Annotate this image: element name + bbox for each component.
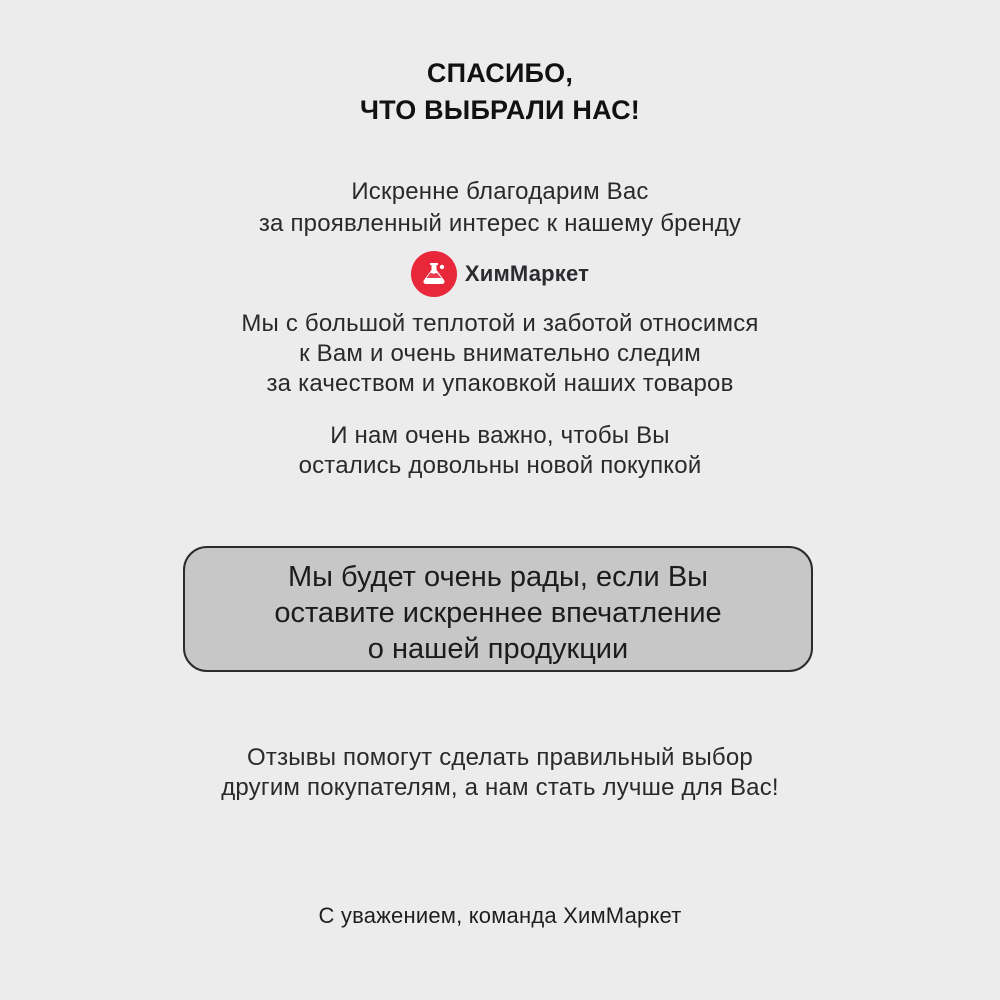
care-line-1: Мы с большой теплотой и заботой относимся — [241, 310, 759, 337]
cta-line-2: оставите искреннее впечатление — [274, 597, 722, 629]
review-request-box — [183, 546, 813, 672]
thanks-line-1: Искренне благодарим Вас — [351, 178, 649, 205]
signature: С уважением, команда ХимМаркет — [318, 903, 682, 928]
brand-name: ХимМаркет — [464, 261, 590, 286]
flask-icon — [411, 251, 457, 297]
brand-logo — [0, 250, 1000, 298]
thanks-line-2: за проявленный интерес к нашему бренду — [258, 210, 742, 237]
heading-line-2: ЧТО ВЫБРАЛИ НАС! — [360, 95, 640, 125]
reviews-line-1: Отзывы помогут сделать правильный выбор — [247, 744, 753, 771]
reviews-line-2: другим покупателям, а нам стать лучше для Вас! — [221, 774, 779, 801]
cta-line-1: Мы будет очень рады, если Вы — [287, 561, 709, 593]
importance-line-1: И нам очень важно, чтобы Вы — [330, 422, 670, 449]
care-line-3: за качеством и упаковкой наших товаров — [266, 370, 734, 397]
cta-line-3: о нашей продукции — [367, 633, 629, 665]
importance-line-2: остались довольны новой покупкой — [298, 452, 702, 479]
care-line-2: к Вам и очень внимательно следим — [299, 340, 701, 367]
heading-line-1: СПАСИБО, — [426, 58, 574, 88]
